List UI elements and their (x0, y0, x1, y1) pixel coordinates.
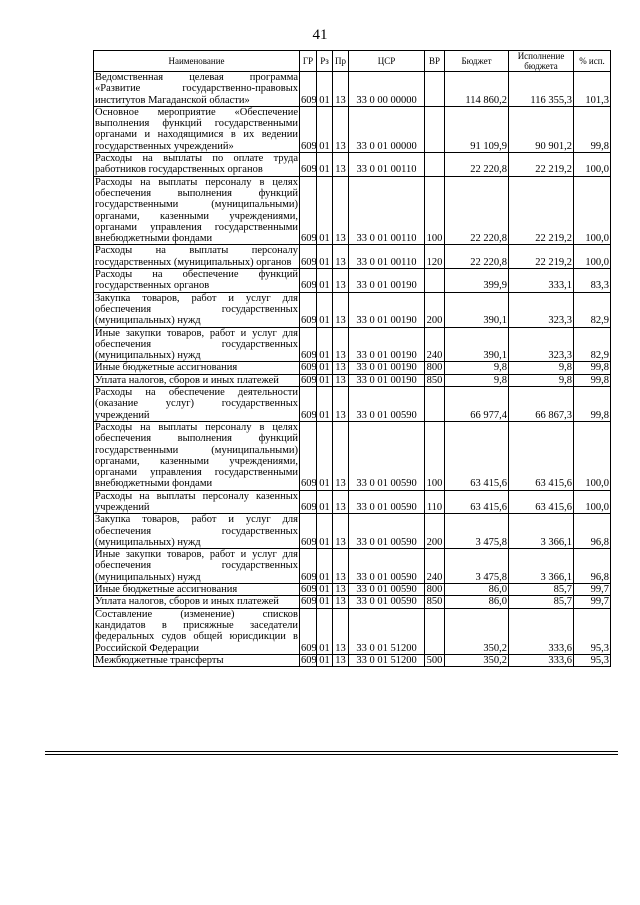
cell-gr: 609 (300, 176, 317, 245)
cell-percent: 95,3 (574, 654, 611, 666)
cell-rz: 01 (317, 514, 333, 549)
cell-name: Ведомственная целевая программа «Развитие государственно-правовых институтов Магаданской области» (95, 72, 298, 106)
header-pr: Пр (333, 51, 349, 72)
cell-gr: 609 (300, 72, 317, 107)
cell-execution: 323,3 (509, 327, 574, 362)
cell-budget: 86,0 (445, 596, 509, 608)
cell-budget: 9,8 (445, 362, 509, 374)
cell-rz: 01 (317, 292, 333, 327)
cell-budget: 63 415,6 (445, 421, 509, 490)
table-row (94, 608, 611, 654)
table-body (94, 72, 611, 667)
header-budget: Бюджет (445, 51, 509, 72)
cell-rz: 01 (317, 106, 333, 152)
cell-rz: 01 (317, 176, 333, 245)
cell-csr: 33 0 01 00590 (349, 584, 425, 596)
cell-vr: 100 (425, 176, 445, 245)
cell-pr: 13 (333, 327, 349, 362)
footer-rule-thin (45, 754, 618, 755)
cell-pr: 13 (333, 490, 349, 514)
cell-percent: 82,9 (574, 327, 611, 362)
cell-percent: 99,7 (574, 596, 611, 608)
cell-gr: 609 (301, 584, 317, 596)
cell-pr: 13 (333, 362, 349, 374)
cell-execution: 66 867,3 (509, 387, 574, 422)
header-gr: ГР (300, 51, 317, 72)
cell-name: Расходы на выплаты персоналу государственных (муниципальных) органов (95, 245, 298, 268)
cell-csr: 33 0 01 00190 (349, 362, 425, 374)
cell-rz: 01 (317, 269, 333, 293)
header-rz: Рз (317, 51, 333, 72)
table-row (94, 387, 611, 422)
cell-rz: 01 (317, 608, 333, 654)
budget-table (93, 50, 611, 667)
cell-gr: 609 (301, 362, 317, 374)
cell-budget: 22 220,8 (445, 153, 509, 177)
cell-rz: 01 (317, 245, 333, 269)
cell-name: Иные закупки товаров, работ и услуг для обеспечения государственных (муниципальных) нужд (95, 549, 298, 583)
cell-vr (425, 72, 445, 107)
cell-execution: 116 355,3 (509, 72, 574, 107)
cell-vr: 800 (425, 362, 445, 374)
cell-pr: 13 (333, 654, 349, 666)
cell-csr: 33 0 01 00590 (349, 387, 425, 422)
cell-vr (425, 387, 445, 422)
cell-vr: 850 (425, 374, 445, 386)
cell-pr: 13 (333, 514, 349, 549)
cell-name: Расходы на выплаты персоналу казенных учреждений (95, 490, 298, 513)
cell-budget: 22 220,8 (445, 176, 509, 245)
cell-name: Расходы на обеспечение деятельности (оказание услуг) государственных учреждений (95, 387, 298, 421)
cell-execution: 90 901,2 (509, 106, 574, 152)
cell-pr: 13 (333, 292, 349, 327)
cell-csr: 33 0 01 00110 (349, 245, 425, 269)
cell-budget: 22 220,8 (445, 245, 509, 269)
cell-budget: 3 475,8 (445, 549, 509, 584)
cell-execution: 333,6 (509, 608, 574, 654)
cell-gr: 609 (301, 596, 317, 608)
cell-pr: 13 (333, 549, 349, 584)
cell-pr: 13 (333, 245, 349, 269)
header-execution: Исполнение бюджета (509, 51, 574, 72)
cell-rz: 01 (317, 153, 333, 177)
cell-budget: 9,8 (445, 374, 509, 386)
cell-vr: 240 (425, 549, 445, 584)
cell-budget: 3 475,8 (445, 514, 509, 549)
cell-vr (425, 269, 445, 293)
cell-pr: 13 (333, 596, 349, 608)
header-name: Наименование (94, 51, 300, 72)
cell-execution: 333,1 (509, 269, 574, 293)
cell-csr: 33 0 01 00190 (349, 374, 425, 386)
cell-vr (425, 153, 445, 177)
cell-pr: 13 (333, 176, 349, 245)
cell-gr: 609 (300, 549, 317, 584)
cell-execution: 63 415,6 (509, 490, 574, 514)
cell-vr: 120 (425, 245, 445, 269)
table-row (94, 654, 611, 666)
cell-gr: 609 (300, 608, 317, 654)
cell-name: Уплата налогов, сборов и иных платежей (94, 596, 300, 608)
header-csr: ЦСР (349, 51, 425, 72)
cell-csr: 33 0 01 51200 (349, 654, 425, 666)
cell-budget: 63 415,6 (445, 490, 509, 514)
cell-vr: 240 (425, 327, 445, 362)
cell-pr: 13 (333, 421, 349, 490)
cell-pr: 13 (333, 106, 349, 152)
cell-percent: 83,3 (574, 269, 611, 293)
cell-gr: 609 (300, 106, 317, 152)
table-row (94, 176, 611, 245)
cell-percent: 99,7 (574, 584, 611, 596)
cell-vr: 500 (425, 654, 445, 666)
cell-name: Составление (изменение) списков кандидатов в присяжные заседатели федеральных судов общей юрисдикции в Российской Федерации (95, 608, 298, 654)
cell-percent: 100,0 (574, 176, 611, 245)
cell-percent: 99,8 (574, 362, 611, 374)
cell-execution: 22 219,2 (509, 153, 574, 177)
cell-name: Расходы на выплаты по оплате труда работников государственных органов (95, 153, 298, 176)
page-number: 41 (312, 27, 328, 43)
cell-rz: 01 (317, 584, 333, 596)
cell-execution: 9,8 (509, 374, 574, 386)
cell-execution: 323,3 (509, 292, 574, 327)
cell-pr: 13 (333, 387, 349, 422)
cell-pr: 13 (333, 608, 349, 654)
table-row (94, 327, 611, 362)
cell-csr: 33 0 01 00190 (349, 292, 425, 327)
cell-gr: 609 (301, 654, 317, 666)
cell-percent: 96,8 (574, 514, 611, 549)
cell-budget: 350,2 (445, 654, 509, 666)
cell-vr: 850 (425, 596, 445, 608)
cell-execution: 85,7 (509, 596, 574, 608)
cell-name: Расходы на выплаты персоналу в целях обеспечения выполнения функций государственными (муниципальными) органами, казенными учреждениями, органами управления государственными внебюджетными фондами (95, 421, 298, 490)
cell-rz: 01 (317, 490, 333, 514)
cell-gr: 609 (300, 514, 317, 549)
cell-name: Уплата налогов, сборов и иных платежей (94, 374, 300, 386)
cell-csr: 33 0 01 00590 (349, 596, 425, 608)
cell-percent: 99,8 (574, 387, 611, 422)
cell-name: Иные бюджетные ассигнования (94, 362, 300, 374)
cell-name: Закупка товаров, работ и услуг для обеспечения государственных (муниципальных) нужд (95, 514, 298, 548)
cell-pr: 13 (333, 374, 349, 386)
cell-budget: 114 860,2 (445, 72, 509, 107)
cell-budget: 91 109,9 (445, 106, 509, 152)
table-row (94, 374, 611, 386)
cell-vr: 100 (425, 421, 445, 490)
cell-rz: 01 (317, 421, 333, 490)
cell-csr: 33 0 01 00590 (349, 490, 425, 514)
cell-execution: 85,7 (509, 584, 574, 596)
cell-percent: 100,0 (574, 153, 611, 177)
cell-budget: 86,0 (445, 584, 509, 596)
cell-csr: 33 0 01 00110 (349, 176, 425, 245)
cell-percent: 100,0 (574, 490, 611, 514)
cell-execution: 3 366,1 (509, 514, 574, 549)
cell-gr: 609 (301, 374, 317, 386)
cell-name: Иные закупки товаров, работ и услуг для обеспечения государственных (муниципальных) нужд (95, 327, 298, 362)
cell-csr: 33 0 00 00000 (349, 72, 425, 107)
cell-csr: 33 0 01 00190 (349, 327, 425, 362)
cell-name: Расходы на выплаты персоналу в целях обеспечения выполнения функций государственными (муниципальными) органами, казенными учреждениями, органами управления государственными внебюджетными фондами (95, 176, 298, 245)
cell-name: Иные бюджетные ассигнования (94, 584, 300, 596)
cell-percent: 95,3 (574, 608, 611, 654)
cell-gr: 609 (300, 490, 317, 514)
cell-budget: 399,9 (445, 269, 509, 293)
cell-budget: 66 977,4 (445, 387, 509, 422)
cell-pr: 13 (333, 72, 349, 107)
table-row (94, 72, 611, 107)
header-vr: ВР (425, 51, 445, 72)
cell-execution: 9,8 (509, 362, 574, 374)
cell-gr: 609 (300, 153, 317, 177)
cell-csr: 33 0 01 00110 (349, 153, 425, 177)
table-row (94, 362, 611, 374)
cell-execution: 22 219,2 (509, 176, 574, 245)
cell-rz: 01 (317, 387, 333, 422)
cell-percent: 100,0 (574, 245, 611, 269)
cell-gr: 609 (300, 327, 317, 362)
cell-rz: 01 (317, 72, 333, 107)
cell-name: Закупка товаров, работ и услуг для обеспечения государственных (муниципальных) нужд (95, 292, 298, 327)
cell-budget: 350,2 (445, 608, 509, 654)
table-row (94, 584, 611, 596)
cell-rz: 01 (317, 596, 333, 608)
cell-vr: 110 (425, 490, 445, 514)
cell-rz: 01 (317, 362, 333, 374)
header-percent: % исп. (574, 51, 611, 72)
cell-percent: 99,8 (574, 374, 611, 386)
cell-rz: 01 (317, 549, 333, 584)
cell-percent: 96,8 (574, 549, 611, 584)
table-row (94, 514, 611, 549)
cell-execution: 3 366,1 (509, 549, 574, 584)
table-row (94, 106, 611, 152)
cell-name: Основное мероприятие «Обеспечение выполнения функций государственными органами и находящимися в их ведении государственных учреждений» (95, 106, 298, 152)
cell-csr: 33 0 01 00590 (349, 421, 425, 490)
table-row (94, 269, 611, 293)
cell-vr (425, 106, 445, 152)
cell-vr (425, 608, 445, 654)
cell-execution: 333,6 (509, 654, 574, 666)
cell-pr: 13 (333, 269, 349, 293)
cell-rz: 01 (317, 654, 333, 666)
table-row (94, 596, 611, 608)
cell-gr: 609 (300, 421, 317, 490)
cell-vr: 200 (425, 292, 445, 327)
cell-name: Межбюджетные трансферты (94, 654, 300, 666)
table-row (94, 292, 611, 327)
cell-rz: 01 (317, 374, 333, 386)
footer-rule (45, 751, 618, 752)
cell-budget: 390,1 (445, 327, 509, 362)
cell-csr: 33 0 01 00000 (349, 106, 425, 152)
cell-pr: 13 (333, 584, 349, 596)
table-header-row (94, 51, 611, 72)
cell-gr: 609 (300, 387, 317, 422)
cell-gr: 609 (300, 245, 317, 269)
cell-vr: 200 (425, 514, 445, 549)
cell-percent: 100,0 (574, 421, 611, 490)
cell-percent: 82,9 (574, 292, 611, 327)
cell-execution: 63 415,6 (509, 421, 574, 490)
cell-gr: 609 (300, 292, 317, 327)
cell-rz: 01 (317, 327, 333, 362)
table-row (94, 245, 611, 269)
table-row (94, 490, 611, 514)
cell-percent: 99,8 (574, 106, 611, 152)
cell-pr: 13 (333, 153, 349, 177)
table-row (94, 421, 611, 490)
cell-gr: 609 (300, 269, 317, 293)
cell-csr: 33 0 01 00590 (349, 549, 425, 584)
cell-csr: 33 0 01 00190 (349, 269, 425, 293)
table-row (94, 153, 611, 177)
cell-vr: 800 (425, 584, 445, 596)
cell-name: Расходы на обеспечение функций государственных органов (95, 269, 298, 292)
cell-csr: 33 0 01 51200 (349, 608, 425, 654)
cell-csr: 33 0 01 00590 (349, 514, 425, 549)
cell-execution: 22 219,2 (509, 245, 574, 269)
cell-budget: 390,1 (445, 292, 509, 327)
cell-percent: 101,3 (574, 72, 611, 107)
table-row (94, 549, 611, 584)
